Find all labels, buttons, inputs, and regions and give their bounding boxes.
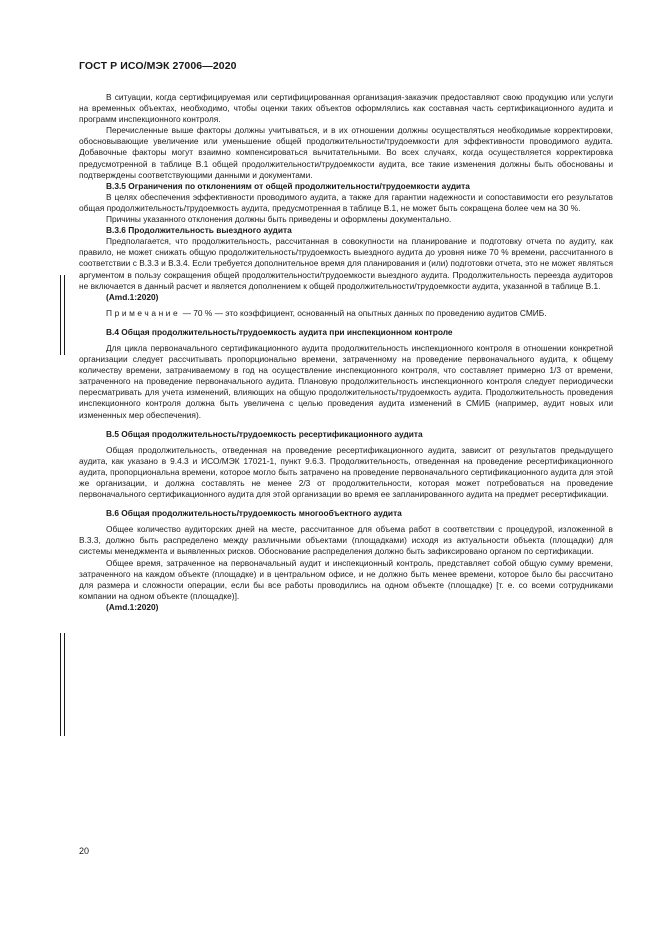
amendment-bar — [64, 275, 65, 355]
paragraph: Перечисленные выше факторы должны учитываться, и в их отношении должны осуществляться необходимые корректировки, обосновывающие увеличение или уменьшение общей продолжительности/трудоемкости для эффективности проводимого аудита. Добавочные факторы могут взаимно компенсироваться вычитательными. Во всех случаях, когда осуществляется корректировка предусмотренной в таблице В.1 общей продолжительности/трудоемкости аудита, все такие изменения должны быть обоснованы и подтверждены соответствующими данными и документами. — [79, 125, 613, 180]
amendment-label: (Amd.1:2020) — [106, 601, 159, 612]
paragraph: Предполагается, что продолжительность, рассчитанная в совокупности на планирование и подготовку отчета по аудиту, как правило, не может снижать общую продолжительность/трудоемкость выездного аудита до уровня ниже 70 % времени, рассчитанного в соответствии с В.3.3 и В.3.4. Если требуется дополнительное время для планирования и (или) подготовки отчета, это не может являться аргументом в пользу сокращения общей продолжительности/трудоемкости выездного аудита. Продолжительность переезда аудиторов не включается в данный расчет и является дополнением к общей продолжительности/трудоемкости аудита, указанной в таблице В.1. — [79, 236, 613, 291]
paragraph: Причины указанного отклонения должны быть приведены и оформлены документально. — [106, 214, 452, 225]
amendment-bar — [64, 633, 65, 736]
section-heading-b5: В.5 Общая продолжительность/трудоемкость ресертификационного аудита — [106, 428, 423, 439]
document-header: ГОСТ Р ИСО/МЭК 27006—2020 — [79, 60, 237, 72]
paragraph: Общее время, затраченное на первоначальный аудит и инспекционный контроль, представляет собой общую сумму времени, затраченного на каждом объекте (площадке) и в центральном офисе, и не должно быть менее времени, которое было бы рассчитано для размера и сложности операции, если бы все работы проводились на одном объекте (площадке) [т. е. со всеми сотрудниками компании на одном объекте (площадке)]. — [79, 557, 613, 601]
note-text: — 70 % — это коэффициент, основанный на опытных данных по проведению аудитов СМИБ. — [180, 307, 547, 318]
paragraph: В целях обеспечения эффективности проводимого аудита, а также для гарантии надежности и сопоставимости его результатов общая продолжительность/трудоемкость аудита, предусмотренная в таблице В.1, не может быть сокращена более чем на 30 %. — [79, 191, 613, 213]
paragraph: Для цикла первоначального сертификационного аудита продолжительность инспекционного контроля в отношении конкретной организации следует рассчитывать пропорционально времени, затраченному на проведение первоначального аудита, к общему количеству времени, затрачиваемому в год на осуществление инспекционного контроля, что составляет примерно 1/3 от времени, затраченного на проведение первоначального аудита. Плановую продолжительность инспекционного контроля следует периодически пересматривать для учета изменений, влияющих на общую продолжительность/трудоемкость аудита. Продолжительность проведения инспекционного контроля должна быть увеличена с целью проведения аудита изменений в СМИБ (например, аудит новых или измененных мер обеспечения). — [79, 342, 613, 420]
section-heading-b6: В.6 Общая продолжительность/трудоемкость многообъектного аудита — [106, 508, 402, 519]
paragraph: Общее количество аудиторских дней на месте, рассчитанное для объема работ в соответствии с процедурой, изложенной в В.3.3, должно быть распределено между различными объектами (площадками) исходя из актуальности объекта (площадки) для системы менеджмента и выявленных рисков. Обоснование распределения должно быть зафиксировано органом по сертификации. — [79, 524, 613, 557]
document-body — [79, 92, 613, 613]
paragraph: Общая продолжительность, отведенная на проведение ресертификационного аудита, зависит от результатов предыдущего аудита, как указано в 9.4.3 и ИСО/МЭК 17021-1, пункт 9.6.3. Продолжительность, отведенная на проведение ресертификационного аудита, пропорциональна времени, которое могло быть затрачено на проведение первоначального сертификационного аудита для этой же организации, и должна составлять не менее 2/3 от продолжительности, которая может потребоваться на проведение первоначального сертификационного аудита для этой организации во время ее запланированного аудита на предмет ресертификации. — [79, 444, 613, 500]
page-number: 20 — [79, 846, 90, 856]
note-label: Примечание — [106, 307, 181, 318]
amendment-bar — [60, 633, 61, 736]
section-heading-b4: В.4 Общая продолжительность/трудоемкость аудита при инспекционном контроле — [106, 326, 453, 337]
section-heading-b35: В.3.5 Ограничения по отклонениям от общей продолжительности/трудоемкости аудита — [106, 180, 470, 191]
paragraph: В ситуации, когда сертифицируемая или сертифицированная организация-заказчик предоставляют свою продукцию или услуги на временных объектах, необходимо, чтобы оценки таких объектов оформлялись как составная часть сертификационного аудита и программ инспекционного контроля. — [79, 92, 613, 125]
amendment-bar — [60, 275, 61, 355]
section-heading-b36: В.3.6 Продолжительность выездного аудита — [106, 225, 292, 236]
amendment-label: (Amd.1:2020) — [106, 291, 159, 302]
note — [79, 308, 613, 319]
